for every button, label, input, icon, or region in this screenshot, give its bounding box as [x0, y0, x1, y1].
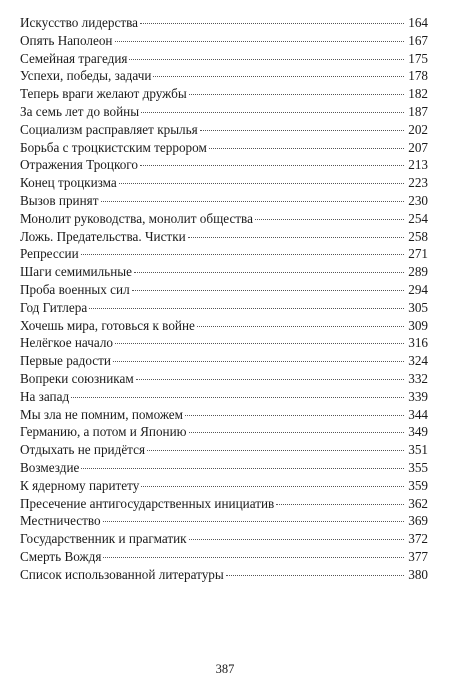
dot-leader: [226, 575, 404, 576]
toc-entry: [20, 14, 428, 32]
toc-entry: [20, 67, 428, 85]
toc-entry: [20, 210, 428, 228]
toc-entry-title: Местничество: [20, 513, 101, 529]
dot-leader: [113, 361, 404, 362]
toc-entry-page: 339: [408, 388, 428, 404]
toc-entry: [20, 263, 428, 281]
toc-entry-title: Отражения Троцкого: [20, 157, 138, 173]
dot-leader: [141, 112, 404, 113]
toc-entry-title: За семь лет до войны: [20, 103, 140, 119]
dot-leader: [147, 450, 404, 451]
toc-entry: [20, 423, 428, 441]
toc-entry: [20, 477, 428, 495]
toc-entry: [20, 388, 428, 406]
toc-entry-title: Вопреки союзникам: [20, 370, 134, 386]
toc-entry-title: Ложь. Предательства. Чистки: [20, 228, 186, 244]
table-of-contents: [20, 14, 428, 584]
toc-entry-title: Конец троцкизма: [20, 175, 117, 191]
dot-leader: [189, 539, 404, 540]
toc-entry-page: 309: [408, 317, 428, 333]
dot-leader: [188, 237, 404, 238]
toc-entry-title: Теперь враги желают дружбы: [20, 86, 187, 102]
toc-entry: [20, 103, 428, 121]
toc-entry-page: 344: [408, 406, 428, 422]
toc-entry: [20, 228, 428, 246]
toc-entry-title: Первые радости: [20, 353, 111, 369]
toc-entry-page: 164: [408, 15, 428, 30]
dot-leader: [255, 219, 404, 220]
toc-entry-page: 230: [408, 192, 428, 208]
dot-leader: [140, 23, 404, 24]
toc-entry-title: Искусство лидерства: [20, 15, 139, 30]
dot-leader: [276, 504, 404, 505]
toc-entry-title: Семейная трагедия: [20, 50, 128, 66]
toc-entry: [20, 459, 428, 477]
toc-entry-page: 167: [408, 32, 428, 48]
dot-leader: [81, 468, 404, 469]
toc-entry-title: Хочешь мира, готовься к войне: [20, 317, 195, 333]
toc-entry-title: Борьба с троцкистским террором: [20, 139, 207, 155]
dot-leader: [103, 557, 404, 558]
toc-entry-title: Успехи, победы, задачи: [20, 68, 152, 84]
toc-entry: [20, 85, 428, 103]
toc-entry-page: 349: [408, 424, 428, 440]
toc-entry-title: К ядерному паритету: [20, 477, 140, 493]
toc-entry-page: 324: [408, 353, 428, 369]
toc-entry-page: 369: [408, 513, 428, 529]
dot-leader: [153, 76, 404, 77]
toc-entry-page: 258: [408, 228, 428, 244]
dot-leader: [119, 183, 404, 184]
toc-entry: [20, 32, 428, 50]
toc-entry-page: 202: [408, 121, 428, 137]
toc-entry-page: 351: [408, 442, 428, 458]
dot-leader: [103, 521, 404, 522]
dot-leader: [140, 165, 404, 166]
dot-leader: [185, 415, 404, 416]
toc-entry-title: Германию, а потом и Японию: [20, 424, 187, 440]
toc-entry: [20, 281, 428, 299]
toc-entry-title: Шаги семимильные: [20, 264, 132, 280]
dot-leader: [81, 254, 404, 255]
toc-entry-title: Опять Наполеон: [20, 32, 113, 48]
dot-leader: [134, 272, 404, 273]
toc-entry: [20, 156, 428, 174]
toc-entry-title: На запад: [20, 388, 70, 404]
dot-leader: [189, 94, 404, 95]
toc-entry: [20, 406, 428, 424]
dot-leader: [115, 343, 404, 344]
toc-entry-title: Возмездие: [20, 459, 80, 475]
toc-entry-page: 178: [408, 68, 428, 84]
toc-entry: [20, 192, 428, 210]
toc-entry-title: Монолит руководства, монолит общества: [20, 210, 253, 226]
toc-entry-title: Мы зла не помним, поможем: [20, 406, 183, 422]
toc-entry-page: 213: [408, 157, 428, 173]
dot-leader: [71, 397, 404, 398]
toc-entry-page: 223: [408, 175, 428, 191]
toc-entry-page: 182: [408, 86, 428, 102]
toc-entry-page: 316: [408, 335, 428, 351]
toc-entry: [20, 121, 428, 139]
toc-entry-page: 271: [408, 246, 428, 262]
toc-entry: [20, 495, 428, 513]
toc-entry-page: 187: [408, 103, 428, 119]
toc-entry-page: 207: [408, 139, 428, 155]
toc-entry: [20, 566, 428, 584]
dot-leader: [200, 130, 404, 131]
toc-entry-page: 289: [408, 264, 428, 280]
toc-entry-title: Нелёгкое начало: [20, 335, 114, 351]
toc-entry-page: 355: [408, 459, 428, 475]
toc-entry: [20, 370, 428, 388]
toc-entry: [20, 317, 428, 335]
toc-entry: [20, 50, 428, 68]
toc-entry-page: 372: [408, 531, 428, 547]
dot-leader: [136, 379, 404, 380]
dot-leader: [141, 486, 404, 487]
toc-entry: [20, 245, 428, 263]
toc-entry: [20, 139, 428, 157]
toc-entry: [20, 441, 428, 459]
toc-entry: [20, 530, 428, 548]
toc-entry-page: 305: [408, 299, 428, 315]
toc-entry: [20, 299, 428, 317]
dot-leader: [197, 326, 404, 327]
toc-entry-page: 362: [408, 495, 428, 511]
toc-entry-title: Проба военных сил: [20, 281, 130, 297]
page-number: 387: [215, 662, 235, 676]
toc-entry-title: Год Гитлера: [20, 299, 88, 315]
toc-entry-title: Список использованной литературы: [20, 566, 224, 582]
toc-entry-page: 359: [408, 477, 428, 493]
toc-entry-page: 294: [408, 281, 428, 297]
toc-entry-title: Отдыхать не придётся: [20, 442, 146, 458]
toc-entry-title: Государственник и прагматик: [20, 531, 187, 547]
toc-entry-page: 380: [408, 566, 428, 582]
toc-entry-title: Смерть Вождя: [20, 548, 102, 564]
toc-entry-page: 377: [408, 548, 428, 564]
dot-leader: [129, 59, 404, 60]
dot-leader: [115, 41, 405, 42]
toc-entry-title: Репрессии: [20, 246, 79, 262]
toc-entry: [20, 512, 428, 530]
toc-entry-title: Вызов принят: [20, 192, 99, 208]
toc-entry-page: 332: [408, 370, 428, 386]
dot-leader: [209, 148, 404, 149]
toc-entry-page: 175: [408, 50, 428, 66]
dot-leader: [89, 308, 404, 309]
toc-entry-title: Пресечение антигосударственных инициатив: [20, 495, 275, 511]
toc-entry: [20, 548, 428, 566]
toc-entry-title: Социализм расправляет крылья: [20, 121, 198, 137]
dot-leader: [132, 290, 404, 291]
dot-leader: [189, 432, 404, 433]
toc-entry: [20, 352, 428, 370]
dot-leader: [101, 201, 404, 202]
toc-entry: [20, 334, 428, 352]
toc-entry: [20, 174, 428, 192]
toc-entry-page: 254: [408, 210, 428, 226]
